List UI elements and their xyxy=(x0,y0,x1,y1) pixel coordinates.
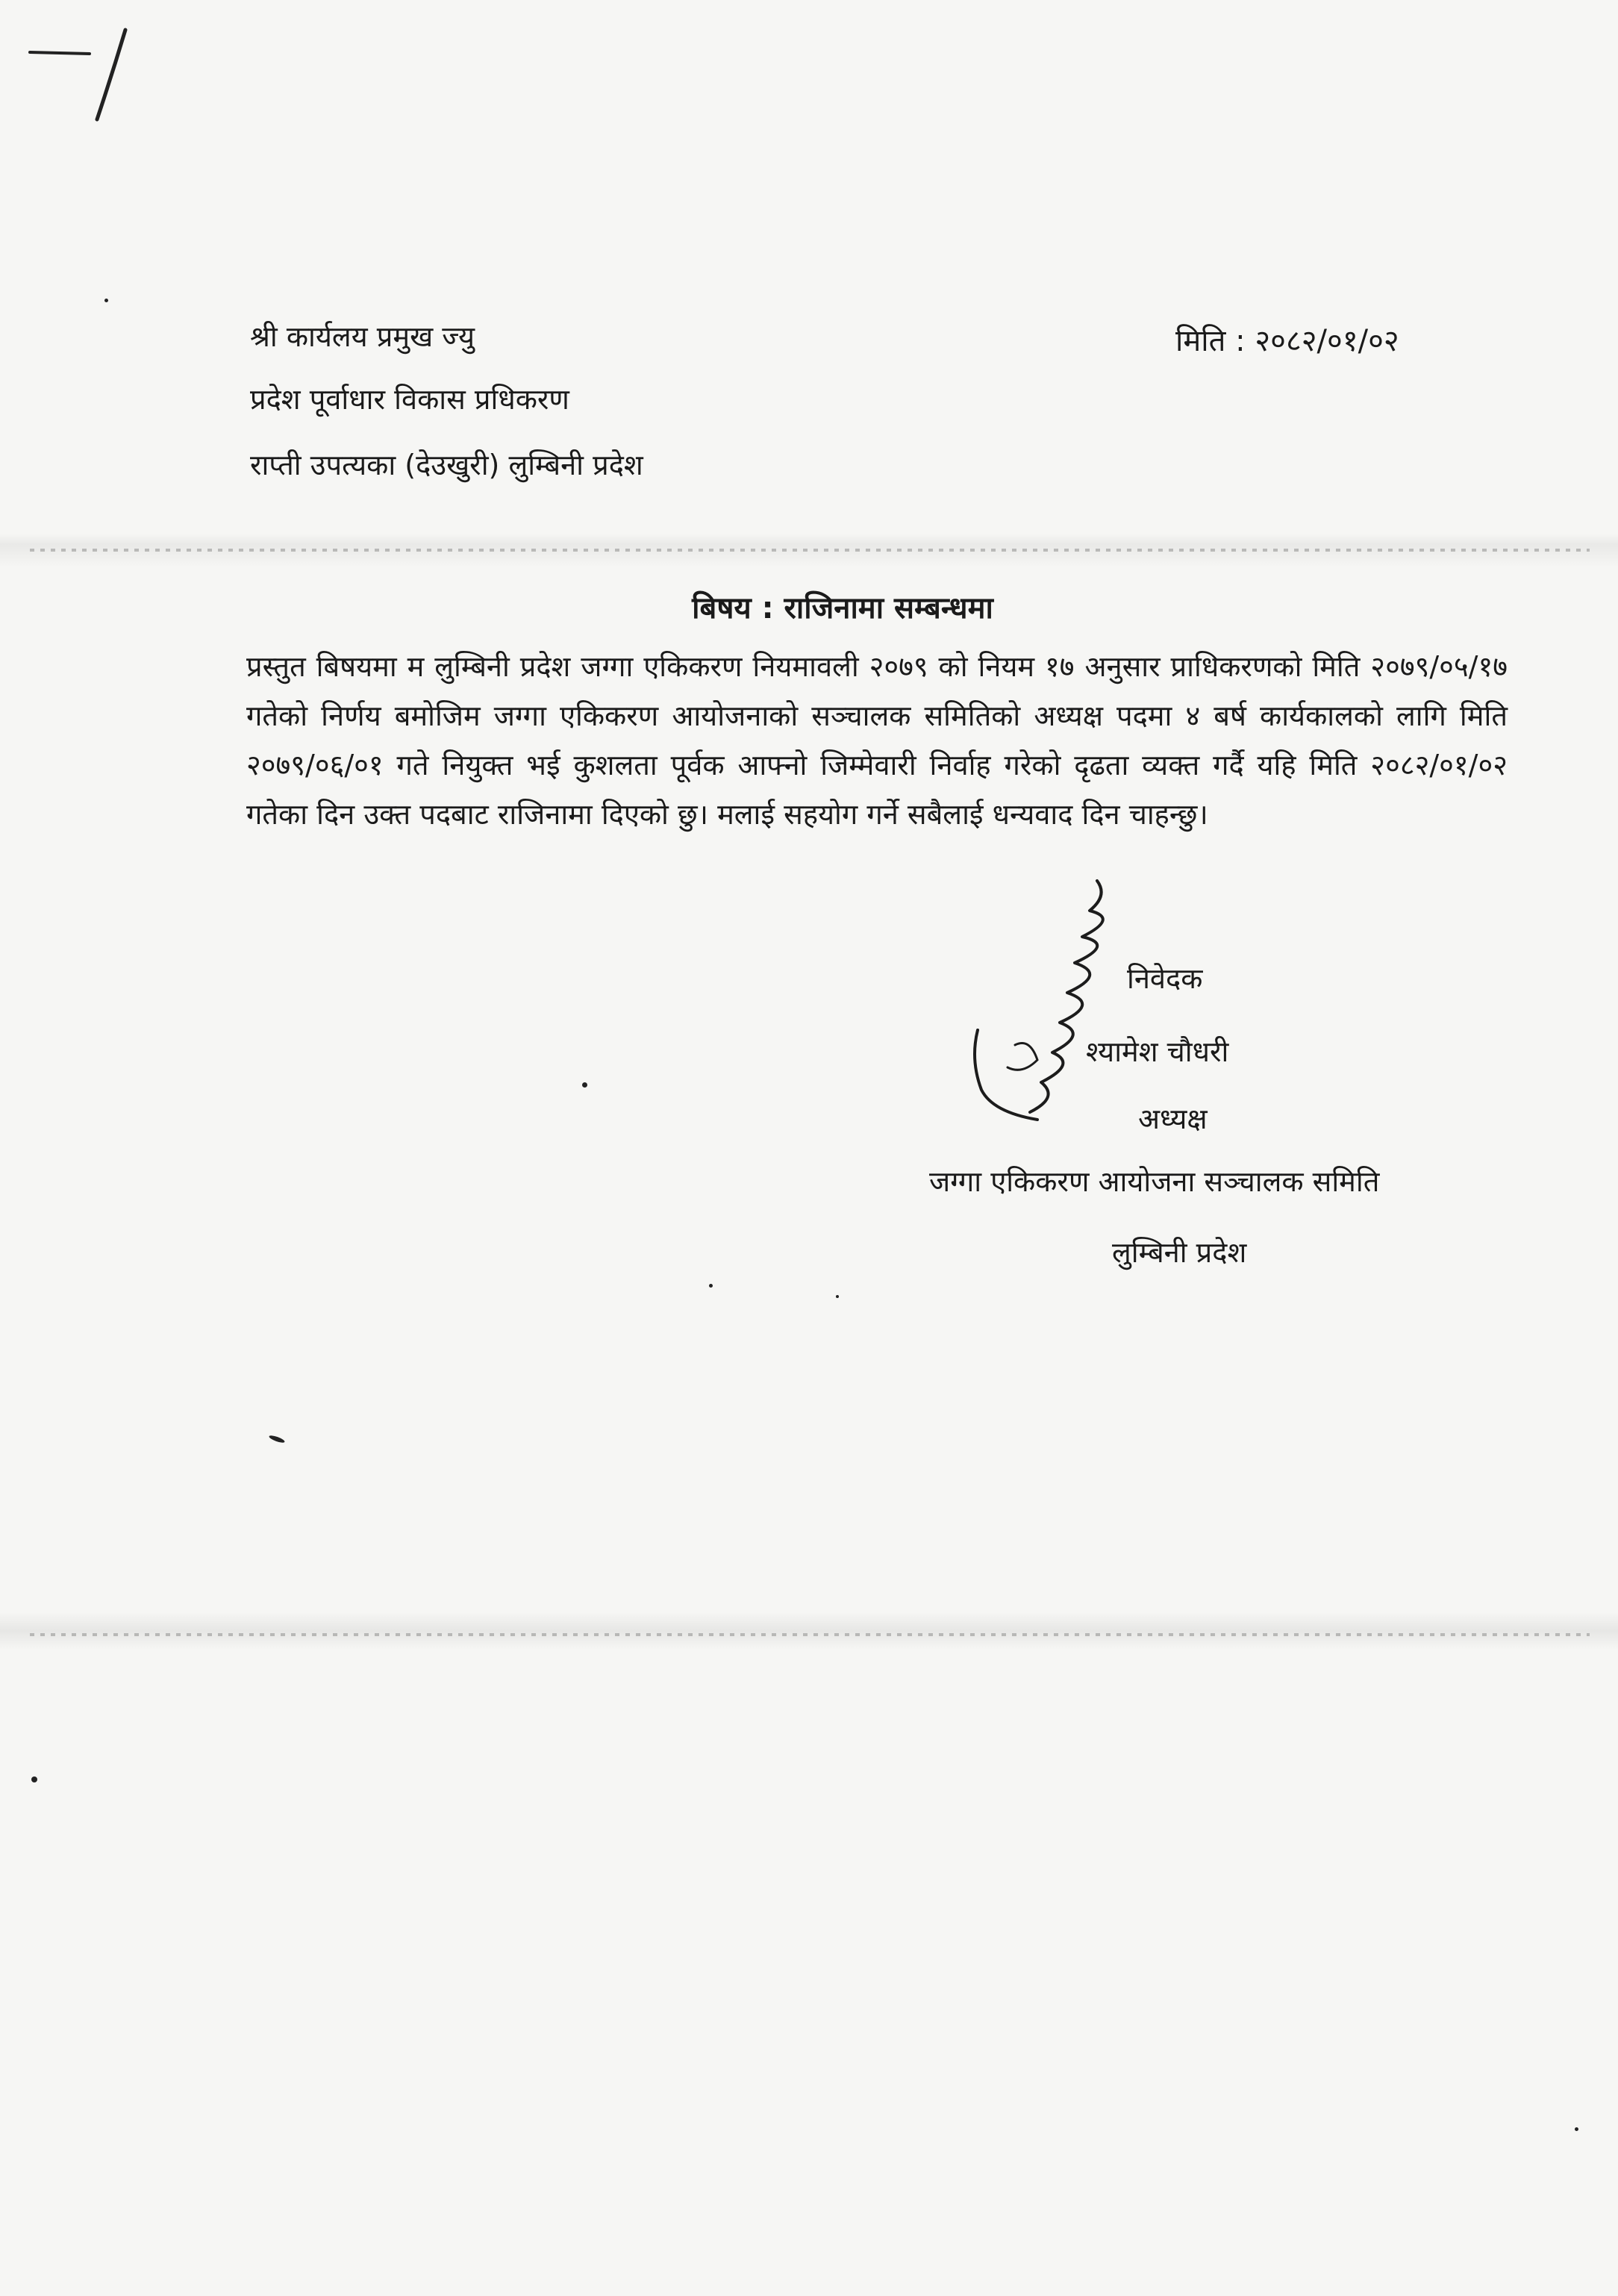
letter-body: प्रस्तुत बिषयमा म लुम्बिनी प्रदेश जग्गा एकिकरण नियमावली २०७९ को नियम १७ अनुसार प्राधिकरणको मिति २०७९/०५/१७ गतेको निर्णय बमोजिम जग्गा एकिकरण आयोजनाको सञ्चालक समितिको अध्यक्ष पदमा ४ बर्ष कार्यकालको लागि मिति २०७९/०६/०१ गते नियुक्त भई कुशलता पूर्वक आफ्नो जिम्मेवारी निर्वाह गरेको दृढता व्यक्त गर्दै यहि मिति २०८२/०१/०२ गतेका दिन उक्त पदबाट राजिनामा दिएको छु। मलाई सहयोग गर्ने सबैलाई धन्यवाद दिन चाहन्छु। xyxy=(246,650,1508,831)
paper-fold-line xyxy=(30,1633,1590,1636)
scan-speck xyxy=(269,1434,286,1444)
applicant-name: श्यामेश चौधरी xyxy=(1086,1035,1229,1068)
applicant-role: अध्यक्ष xyxy=(1138,1102,1208,1135)
scan-speck xyxy=(1575,2127,1578,2131)
addressee-line-2: प्रदेश पूर्वाधार विकास प्रधिकरण xyxy=(250,383,569,416)
applicant-label: निवेदक xyxy=(1127,962,1203,995)
letter-date: मिति : २०८२/०१/०२ xyxy=(1175,324,1399,358)
scan-speck xyxy=(31,1776,37,1782)
scan-speck xyxy=(709,1284,713,1288)
province-name: लुम्बिनी प्रदेश xyxy=(1112,1236,1247,1269)
paper-fold-line xyxy=(30,549,1590,552)
scan-speck xyxy=(582,1082,587,1088)
handwritten-signature xyxy=(948,866,1142,1135)
addressee-line-3: राप्ती उपत्यका (देउखुरी) लुम्बिनी प्रदेश xyxy=(250,449,643,481)
handwritten-page-mark xyxy=(7,7,157,134)
letter-subject: बिषय : राजिनामा सम्बन्धमा xyxy=(692,591,993,626)
scan-speck xyxy=(836,1295,839,1298)
addressee-line-1: श्री कार्यलय प्रमुख ज्यु xyxy=(250,320,475,353)
scan-speck xyxy=(104,299,108,302)
committee-name: जग्गा एकिकरण आयोजना सञ्चालक समिति xyxy=(929,1165,1380,1198)
